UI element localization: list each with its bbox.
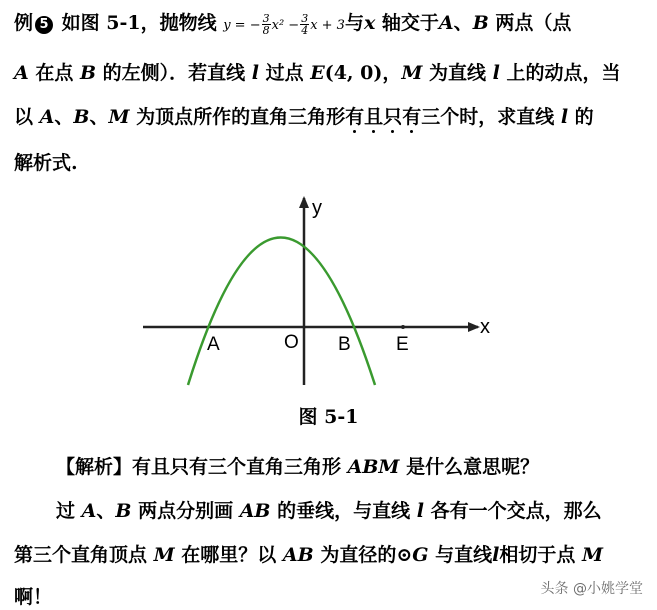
var-A: A <box>14 62 29 84</box>
watermark: 头条 @小姚学堂 <box>540 581 643 597</box>
var-AB: AB <box>282 544 314 566</box>
problem-text: 三个时，求直线 <box>421 106 561 128</box>
emphasis-char: 只 <box>383 106 403 128</box>
point-label-B: B <box>338 334 351 355</box>
solution-text: 、 <box>96 500 116 522</box>
var-B: B <box>115 500 132 522</box>
var-E: E <box>310 62 325 84</box>
problem-text: 、 <box>453 12 473 34</box>
point-label-O: O <box>284 332 299 353</box>
solution-line-4 <box>14 584 52 610</box>
solution-text: 是什么意思呢？ <box>399 456 540 478</box>
solution-text: 为直径的⊙ <box>313 544 413 566</box>
fraction-3-8: $\frac{3}{8}$ <box>262 11 270 37</box>
problem-text: 为直线 <box>422 62 493 84</box>
solution-text: 相切于点 <box>499 544 582 566</box>
var-A: A <box>81 500 97 522</box>
example-number-badge: 5 <box>35 16 53 34</box>
solution-line-3 <box>14 542 603 568</box>
var-AB: AB <box>239 500 271 522</box>
solution-line-1 <box>56 454 539 480</box>
problem-text: 两点（点 <box>488 12 572 34</box>
axis-label-x: x <box>480 316 490 338</box>
problem-text: (4, 0)， <box>324 62 402 84</box>
problem-text: 轴交于 <box>375 12 439 34</box>
var-A: A <box>39 106 55 128</box>
var-A: A <box>438 12 454 34</box>
var-l: l <box>492 62 500 84</box>
problem-text: 的左侧）．若直线 <box>96 62 252 84</box>
var-l: l <box>251 62 259 84</box>
var-M: M <box>581 544 604 566</box>
point-E-mark <box>401 325 405 329</box>
solution-text: 啊！ <box>14 586 53 608</box>
fraction-3-4: $\frac{3}{4}$ <box>301 11 309 37</box>
var-ABM: ABM <box>347 456 400 478</box>
problem-text: 解析式. <box>14 152 78 174</box>
problem-text: 、 <box>89 106 109 128</box>
example-label: 例 <box>14 12 34 34</box>
problem-text: 如图 5-1，抛物线 <box>55 12 217 34</box>
solution-text: 第三个直角顶点 <box>14 544 154 566</box>
problem-text: 以 <box>14 106 40 128</box>
point-label-E: E <box>396 334 409 355</box>
var-B: B <box>79 62 97 84</box>
equation-mid: x² − <box>271 18 300 33</box>
var-M: M <box>401 62 423 84</box>
axis-label-y: y <box>312 197 322 219</box>
figure-caption: 图 5-1 <box>298 406 359 428</box>
var-M: M <box>108 106 130 128</box>
var-G: G <box>412 544 429 566</box>
solution-text: 各有一个交点，那么 <box>423 500 602 522</box>
emphasis-char: 有 <box>402 106 422 128</box>
solution-text: 的垂线，与直线 <box>270 500 417 522</box>
var-l: l <box>416 500 424 522</box>
problem-text: 上的动点，当 <box>499 62 621 84</box>
problem-text: 、 <box>54 106 74 128</box>
solution-text: 【解析】有且只有三个直角三角形 <box>56 456 348 478</box>
solution-text: 两点分别画 <box>131 500 240 522</box>
problem-text: 的 <box>568 106 594 128</box>
var-x: x <box>363 12 376 34</box>
problem-text: 为顶点所作的直角三角形 <box>129 106 346 128</box>
var-l: l <box>492 544 500 566</box>
emphasis-char: 有 <box>345 106 365 128</box>
solution-text: 在哪里？以 <box>174 544 283 566</box>
equation-end: x + 3 <box>310 18 345 33</box>
var-M: M <box>153 544 175 566</box>
point-label-A: A <box>207 334 220 355</box>
equation-y: y = − <box>223 18 261 33</box>
parabola-curve <box>188 238 375 386</box>
emphasis-char: 且 <box>364 106 384 128</box>
solution-text: 过 <box>56 500 82 522</box>
problem-text: 在点 <box>28 62 80 84</box>
var-B: B <box>73 106 90 128</box>
problem-text: 过点 <box>259 62 311 84</box>
var-l: l <box>560 106 569 128</box>
solution-line-2 <box>56 498 602 524</box>
var-B: B <box>472 12 489 34</box>
solution-text: 与直线 <box>428 544 493 566</box>
problem-text: 与 <box>344 12 364 34</box>
